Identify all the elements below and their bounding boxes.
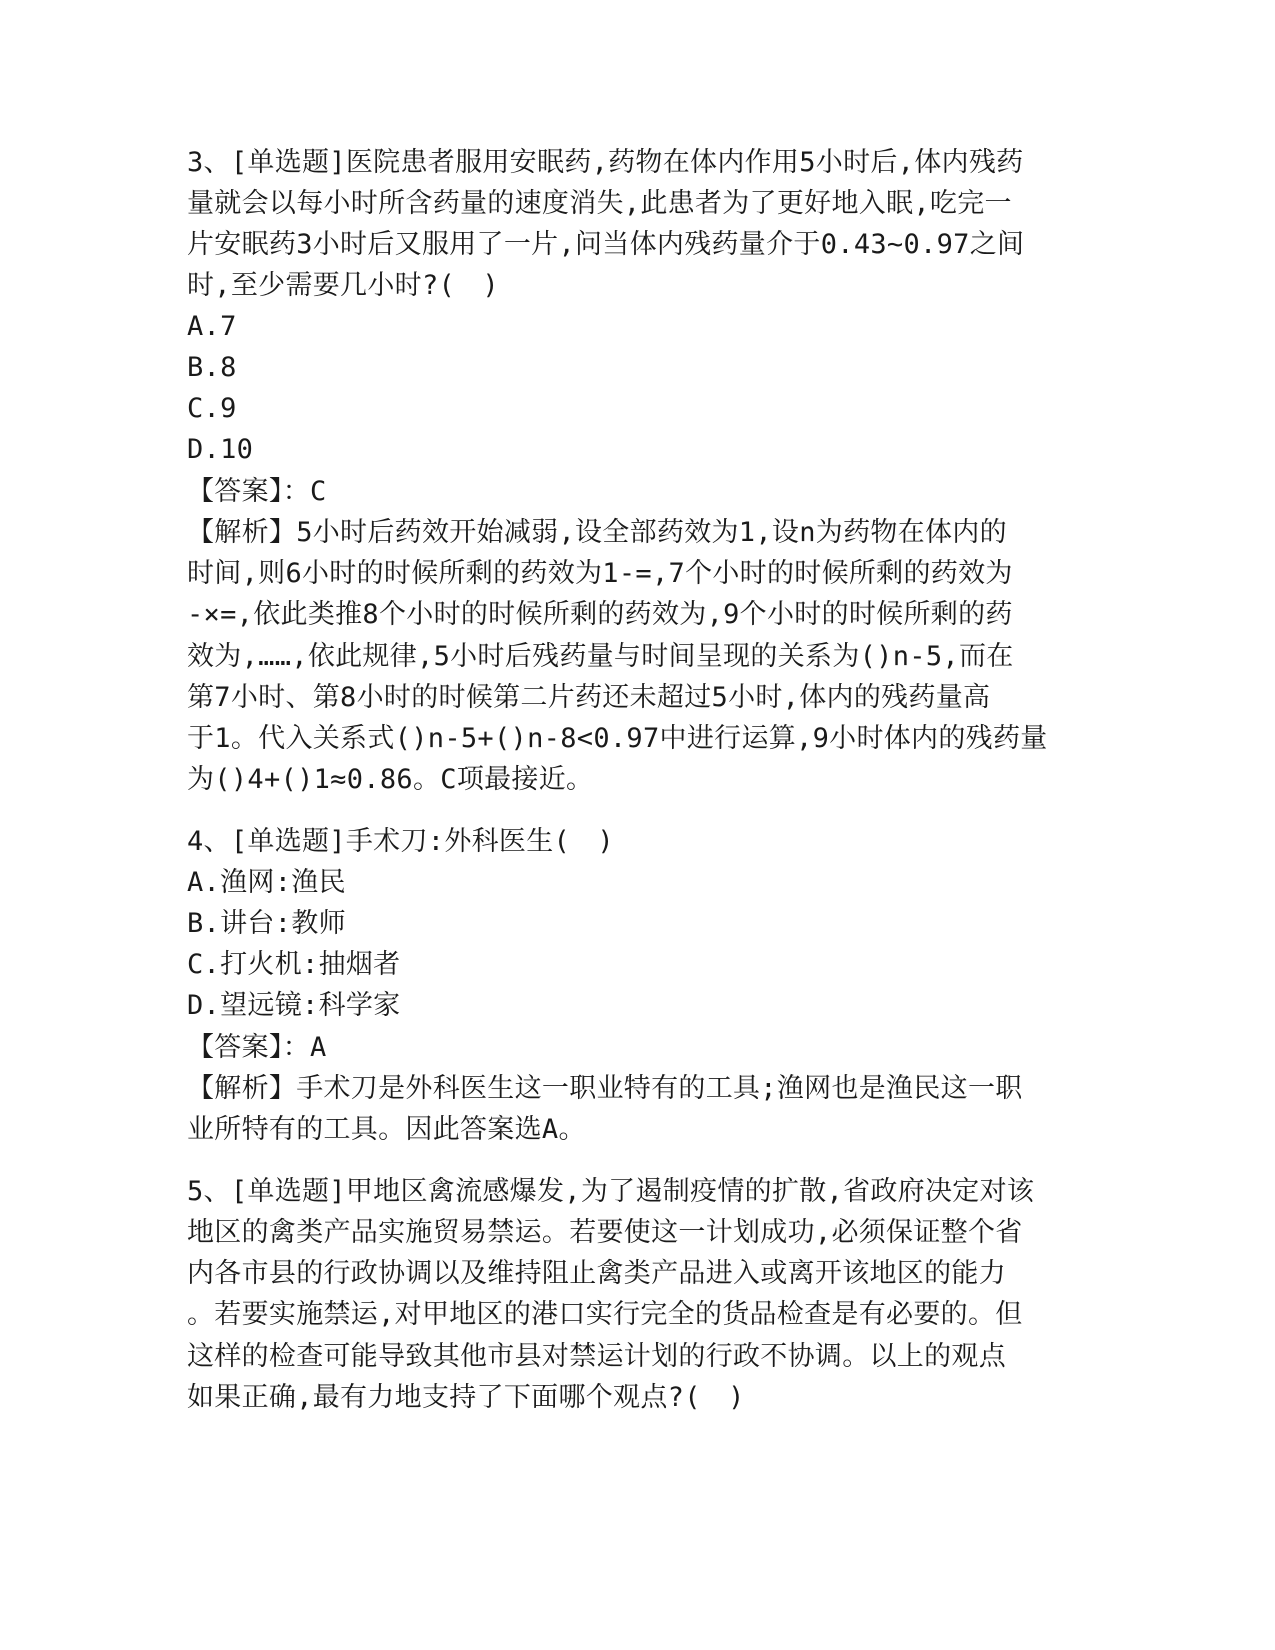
q3-analysis-line-2: 时间,则6小时的时候所剩的药效为1-=,7个小时的时候所剩的药效为	[187, 558, 1013, 589]
q5-stem-line-1: 5、[单选题]甲地区禽流感爆发,为了遏制疫情的扩散,省政府决定对该	[187, 1176, 1035, 1207]
q4-answer: 【答案】：A	[187, 1032, 327, 1063]
q3-analysis-line-3: -×=,依此类推8个小时的时候所剩的药效为,9个小时的时候所剩的药	[187, 599, 1013, 630]
q4-option-c: C.打火机:抽烟者	[187, 949, 401, 980]
q4-option-b: B.讲台:教师	[187, 908, 346, 939]
q3-stem-line-2: 量就会以每小时所含药量的速度消失,此患者为了更好地入眠,吃完一	[187, 188, 1012, 219]
q3-stem-line-4: 时,至少需要几小时?( )	[187, 270, 499, 301]
q4-option-d: D.望远镜:科学家	[187, 990, 401, 1021]
q3-stem-line-1: 3、[单选题]医院患者服用安眠药,药物在体内作用5小时后,体内残药	[187, 147, 1024, 178]
q3-analysis-line-7: 为()4+()1≈0.86。C项最接近。	[187, 764, 594, 795]
q3-analysis-line-4: 效为,……,依此规律,5小时后残药量与时间呈现的关系为()n-5,而在	[187, 641, 1014, 672]
q3-analysis-line-5: 第7小时、第8小时的时候第二片药还未超过5小时,体内的残药量高	[187, 682, 991, 713]
q5-stem-line-2: 地区的禽类产品实施贸易禁运。若要使这一计划成功,必须保证整个省	[187, 1217, 1023, 1248]
q4-analysis-line-2: 业所特有的工具。因此答案选A。	[187, 1114, 586, 1145]
q3-option-d: D.10	[187, 434, 254, 465]
q3-option-c: C.9	[187, 393, 237, 424]
q5-stem-line-5: 这样的检查可能导致其他市县对禁运计划的行政不协调。以上的观点	[187, 1341, 1006, 1372]
q3-option-a: A.7	[187, 311, 237, 342]
q3-analysis-line-6: 于1。代入关系式()n-5+()n-8<0.97中进行运算,9小时体内的残药量	[187, 723, 1048, 754]
q4-option-a: A.渔网:渔民	[187, 867, 346, 898]
q4-stem-line-1: 4、[单选题]手术刀:外科医生( )	[187, 826, 614, 857]
q3-analysis-line-1: 【解析】5小时后药效开始减弱,设全部药效为1,设n为药物在体内的	[187, 517, 1007, 548]
q3-stem-line-3: 片安眠药3小时后又服用了一片,问当体内残药量介于0.43~0.97之间	[187, 229, 1025, 260]
q5-stem-line-6: 如果正确,最有力地支持了下面哪个观点?( )	[187, 1382, 745, 1413]
q3-option-b: B.8	[187, 352, 237, 383]
q3-answer: 【答案】：C	[187, 476, 327, 507]
q4-analysis-line-1: 【解析】手术刀是外科医生这一职业特有的工具;渔网也是渔民这一职	[187, 1073, 1023, 1104]
q5-stem-line-4: 。若要实施禁运,对甲地区的港口实行完全的货品检查是有必要的。但	[187, 1299, 1023, 1330]
q5-stem-line-3: 内各市县的行政协调以及维持阻止禽类产品进入或离开该地区的能力	[187, 1258, 1006, 1289]
